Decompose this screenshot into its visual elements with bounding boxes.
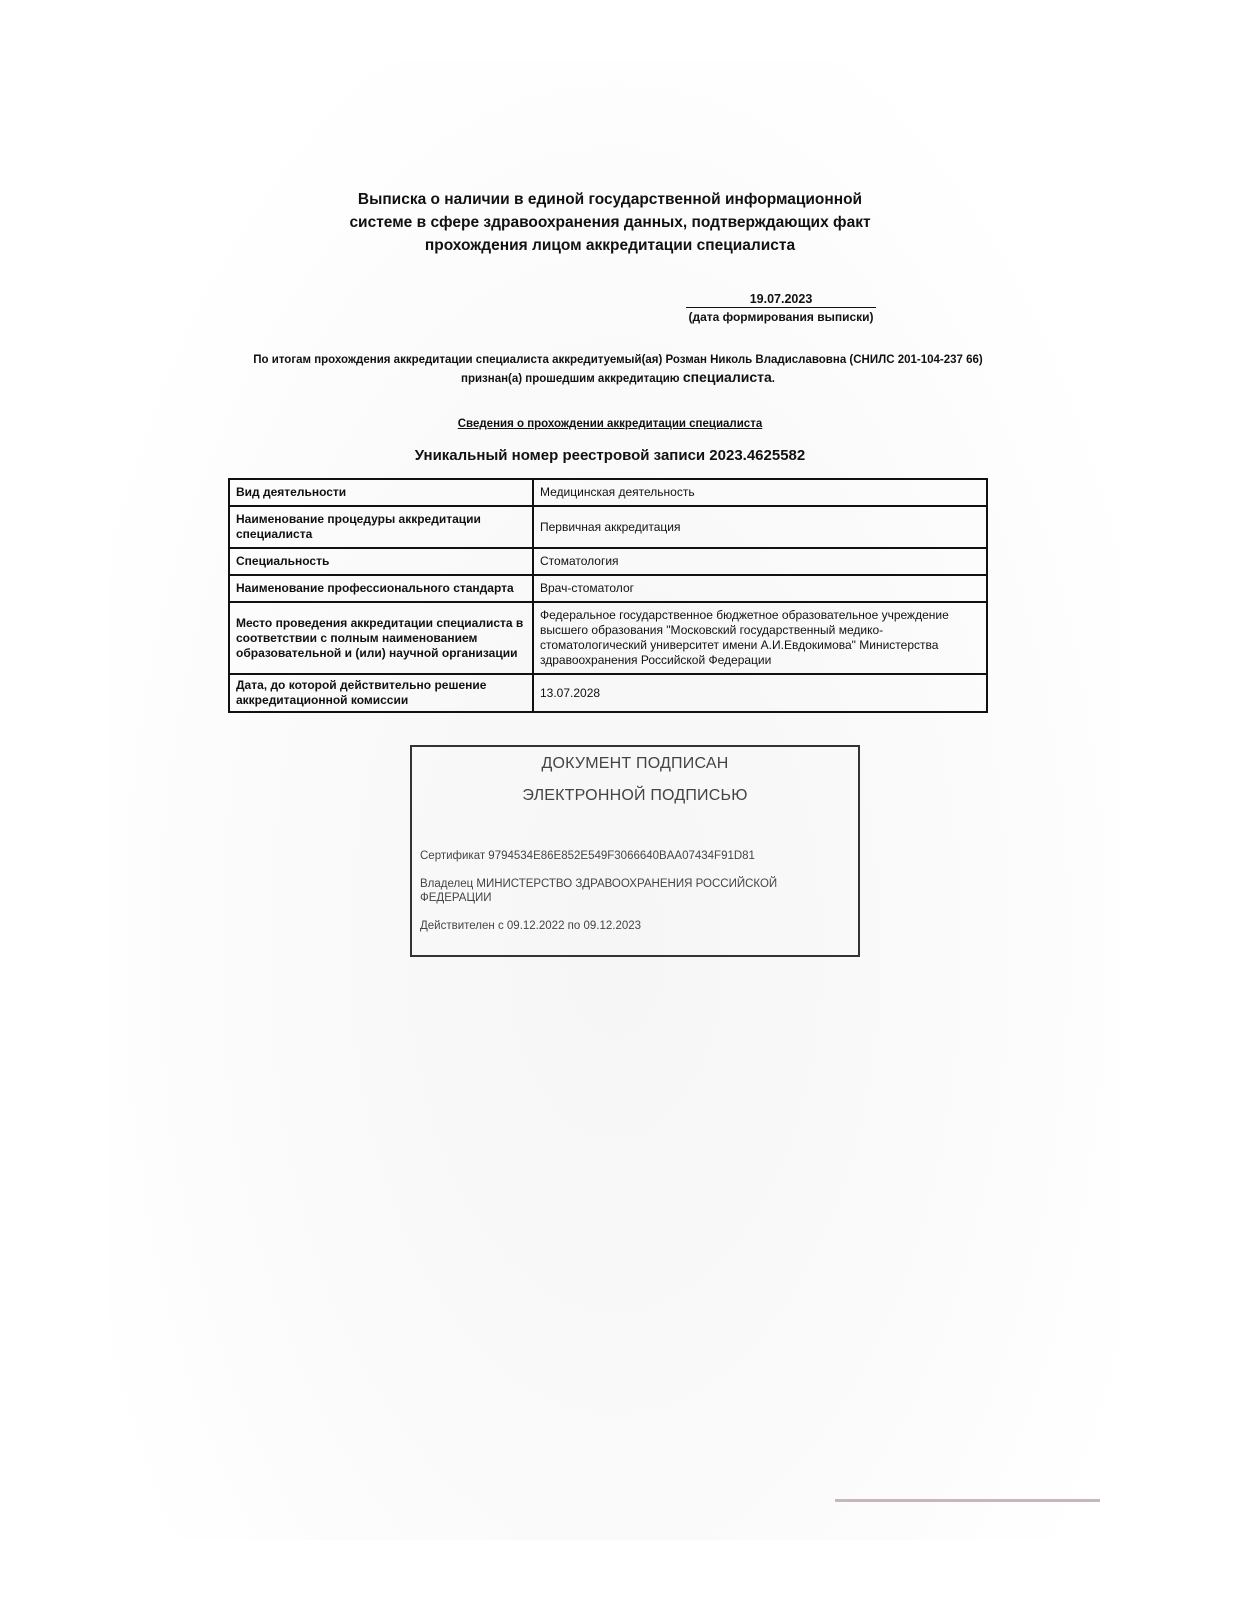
signature-validity: Действителен с 09.12.2022 по 09.12.2023 [420,920,642,932]
title-line-1: Выписка о наличии в единой государственной информационной [357,191,863,208]
intro-line-1: По итогам прохождения аккредитации специалиста аккредитуемый(ая) Розман Николь Владиславовна (СНИЛС 201-104-237 66) [253,354,983,366]
table-row [229,548,987,575]
row-key: Наименование профессионального стандарта [229,575,533,602]
row-key: Специальность [229,548,533,575]
row-key: Наименование процедуры аккредитации специалиста [229,506,533,548]
table-row [229,674,987,712]
signature-heading-2: ЭЛЕКТРОННОЙ ПОДПИСЬЮ [522,787,748,804]
table-row [229,602,987,674]
intro-line-2 [228,369,1008,388]
table-row [229,506,987,548]
row-value: Стоматология [533,548,987,575]
intro-line-2-prefix: признан(а) прошедшим аккредитацию [461,373,683,385]
row-key: Вид деятельности [229,479,533,506]
electronic-signature-stamp [410,745,860,957]
row-key: Дата, до которой действительно решение аккредитационной комиссии [229,674,533,712]
row-value: Федеральное государственное бюджетное образовательное учреждение высшего образования "Московский государственный медико-стоматологический университет имени А.И.Евдокимова" Министерства здравоохранения Российской Федерации [533,602,987,674]
accreditation-table [228,478,988,713]
row-key: Место проведения аккредитации специалиста в соответствии с полным наименованием образовательной и (или) научной организации [229,602,533,674]
row-value: Первичная аккредитация [533,506,987,548]
title-line-2: системе в сфере здравоохранения данных, подтверждающих факт [349,214,871,231]
signature-heading-1: ДОКУМЕНТ ПОДПИСАН [541,755,729,772]
signature-owner: Владелец МИНИСТЕРСТВО ЗДРАВООХРАНЕНИЯ РОССИЙСКОЙ ФЕДЕРАЦИИ [420,878,778,904]
document-title [300,188,920,257]
extract-date-block [686,292,876,324]
section-title: Сведения о прохождении аккредитации специалиста [457,418,763,430]
extract-date-caption: (дата формирования выписки) [688,310,874,324]
table-row [229,479,987,506]
intro-line-2-suffix: . [771,373,775,385]
registry-number: Уникальный номер реестровой записи 2023.4625582 [414,447,806,464]
scan-edge-line [835,1499,1100,1502]
signature-certificate: Сертификат 9794534E86E852E549F3066640BAA07434F91D81 [420,850,755,862]
row-value: Врач-стоматолог [533,575,987,602]
row-value: Медицинская деятельность [533,479,987,506]
table-row [229,575,987,602]
extract-date: 19.07.2023 [686,292,876,308]
title-line-3: прохождения лицом аккредитации специалиста [424,237,796,254]
intro-line-2-strong: специалиста [682,369,772,385]
intro-paragraph [228,352,1008,388]
row-value: 13.07.2028 [533,674,987,712]
